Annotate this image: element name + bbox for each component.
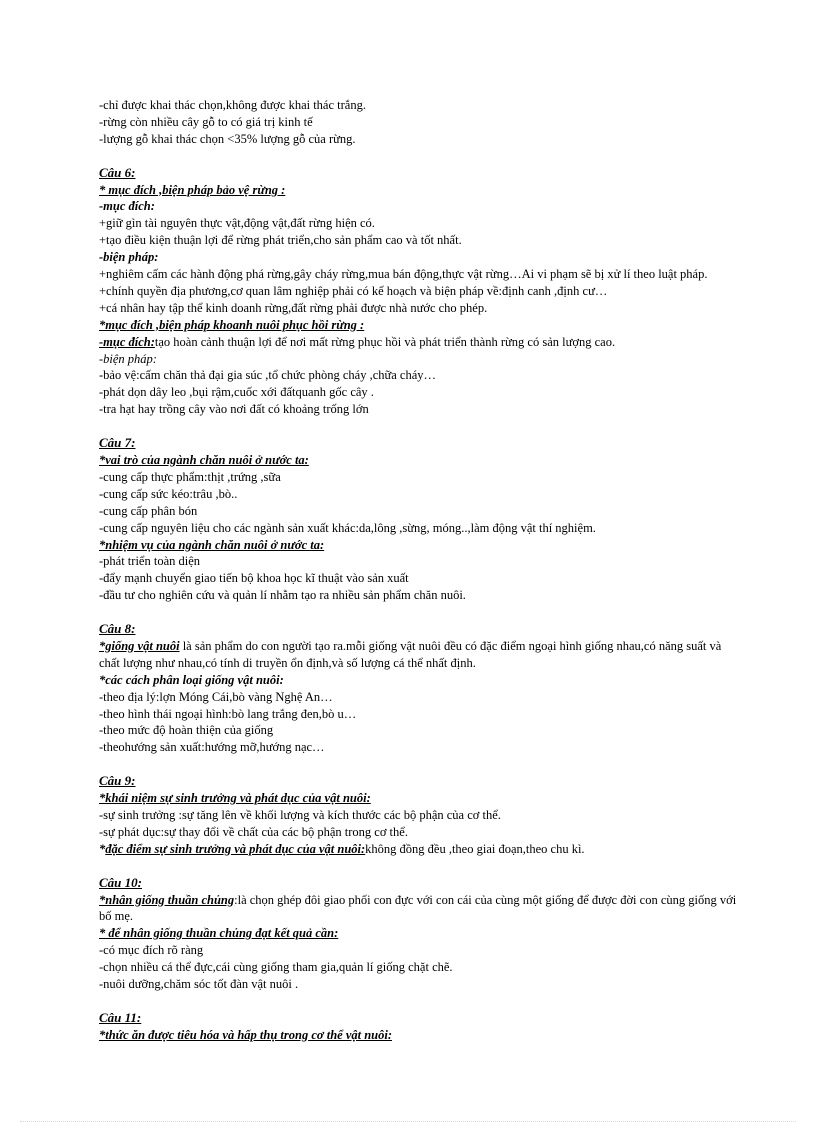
text-line: -sự sinh trưởng :sự tăng lên về khối lượng và kích thước các bộ phận của cơ thể.: [99, 808, 501, 822]
term: đặc điểm sự sinh trưởng và phát dục của vật nuôi:: [105, 841, 366, 856]
definition: :là chọn ghép đôi giao phối con đực với con cái của cùng một giống để được đời con cùng giống với bố mẹ.: [99, 892, 737, 924]
section-title-cau-10: Câu 10:: [99, 874, 142, 890]
heading: * mục đích ,biện pháp bảo vệ rừng :: [99, 182, 286, 197]
text-line: -sự phát dục:sự thay đổi về chất của các bộ phận trong cơ thể.: [99, 824, 408, 839]
text-line: -cung cấp phân bón: [99, 503, 198, 518]
subheading: -biện pháp:: [99, 250, 159, 265]
text-line: -có mục đích rõ ràng: [99, 943, 204, 958]
text-line: [99, 334, 739, 351]
document-page: [99, 97, 739, 1044]
star: *: [99, 841, 106, 856]
intro-line: -chỉ được khai thác chọn,không được khai thác trắng.: [99, 98, 366, 112]
text-paragraph: +nghiêm cấm các hành động phá rừng,gây cháy rừng,mua bán động,thực vật rừng…Ai vi phạm sẽ bị xử lí theo luật pháp.: [99, 267, 708, 282]
term: *giống vật nuôi: [99, 638, 180, 653]
text-line: -đẩy mạnh chuyển giao tiến bộ khoa học kĩ thuật vào sản xuất: [99, 571, 409, 586]
heading: *khái niệm sự sinh trưởng và phát dục của vật nuôi:: [99, 791, 371, 806]
definition: là sản phẩm do con người tạo ra.mỗi giống vật nuôi đều có đặc điểm ngoại hình giống nhau,có năng suất và chất lượng như nhau,có tính di truyền ổn định,và số lượng cá thể nhất định.: [99, 638, 722, 670]
section-title-cau-7: Câu 7:: [99, 435, 136, 451]
section-title-cau-11: Câu 11:: [99, 1009, 142, 1025]
text-line: -bảo vệ:cấm chăn thả đại gia súc ,tổ chức phòng cháy ,chữa cháy…: [99, 368, 437, 383]
text-line: -đầu tư cho nghiên cứu và quản lí nhằm tạo ra nhiều sản phẩm chăn nuôi.: [99, 588, 466, 603]
text-line: -theo mức độ hoàn thiện của giống: [99, 723, 274, 738]
intro-line: -rừng còn nhiều cây gỗ to có giá trị kinh tế: [99, 114, 313, 129]
text-line: -phát dọn dây leo ,bụi rậm,cuốc xới đấtquanh gốc cây .: [99, 385, 374, 400]
text-line: -cung cấp nguyên liệu cho các ngành sản xuất khác:da,lông ,sừng, móng..,làm động vật thí nghiệm.: [99, 520, 596, 535]
text-line: -theo địa lý:lợn Móng Cái,bò vàng Nghệ An…: [99, 689, 333, 704]
subheading: -mục đích:: [99, 199, 155, 214]
section-title-cau-6: Câu 6:: [99, 164, 136, 180]
text-line: -cung cấp sức kéo:trâu ,bò..: [99, 486, 238, 501]
text-line: -theo hình thái ngoại hình:bò lang trắng đen,bò u…: [99, 706, 357, 721]
text-line: [99, 841, 739, 858]
heading: *mục đích ,biện pháp khoanh nuôi phục hồi rừng :: [99, 317, 365, 332]
heading: *thức ăn được tiêu hóa và hấp thụ trong cơ thể vật nuôi:: [99, 1027, 393, 1042]
text-paragraph: [99, 892, 739, 926]
text-line: +chính quyền địa phương,cơ quan lâm nghiệp phải có kế hoạch và biện pháp về:định canh ,định cư…: [99, 283, 608, 298]
text-line: -tra hạt hay trồng cây vào nơi đất có khoảng trống lớn: [99, 402, 369, 417]
term: *nhân giống thuần chủng: [99, 892, 235, 907]
text-line: -phát triển toàn diện: [99, 554, 201, 569]
section-title-cau-8: Câu 8:: [99, 621, 136, 637]
intro-line: -lượng gỗ khai thác chọn <35% lượng gỗ của rừng.: [99, 131, 356, 146]
text-line: +cá nhân hay tập thể kinh doanh rừng,đất rừng phải được nhà nước cho phép.: [99, 300, 488, 315]
text-line: +tạo điều kiện thuận lợi để rừng phát triển,cho sản phẩm cao và tốt nhất.: [99, 233, 462, 248]
text-line: -nuôi dưỡng,chăm sóc tốt đàn vật nuôi .: [99, 977, 299, 992]
text-line: -theohướng sản xuất:hướng mỡ,hướng nạc…: [99, 740, 325, 755]
text: tạo hoàn cảnh thuận lợi để nơi mất rừng phục hồi và phát triển thành rừng có sản lượng cao.: [154, 334, 616, 349]
text-line: +giữ gìn tài nguyên thực vật,động vật,đất rừng hiện có.: [99, 216, 375, 231]
heading: * để nhân giống thuần chủng đạt kết quả cần:: [99, 926, 339, 941]
text-paragraph: [99, 638, 739, 672]
heading: *vai trò của ngành chăn nuôi ở nước ta:: [99, 453, 309, 467]
subheading: -biện pháp:: [99, 351, 157, 366]
text-line: -cung cấp thực phẩm:thịt ,trứng ,sữa: [99, 469, 281, 484]
section-title-cau-9: Câu 9:: [99, 773, 136, 789]
heading: *nhiệm vụ của ngành chăn nuôi ở nước ta:: [99, 537, 325, 552]
page-bottom-border: [20, 1121, 796, 1122]
label: -mục đích:: [99, 334, 155, 349]
heading: *các cách phân loại giống vật nuôi:: [99, 672, 284, 687]
text-line: -chọn nhiều cá thể đực,cái cùng giống tham gia,quản lí giống chặt chẽ.: [99, 960, 453, 975]
text: không đồng đều ,theo giai đoạn,theo chu kì.: [365, 841, 585, 856]
